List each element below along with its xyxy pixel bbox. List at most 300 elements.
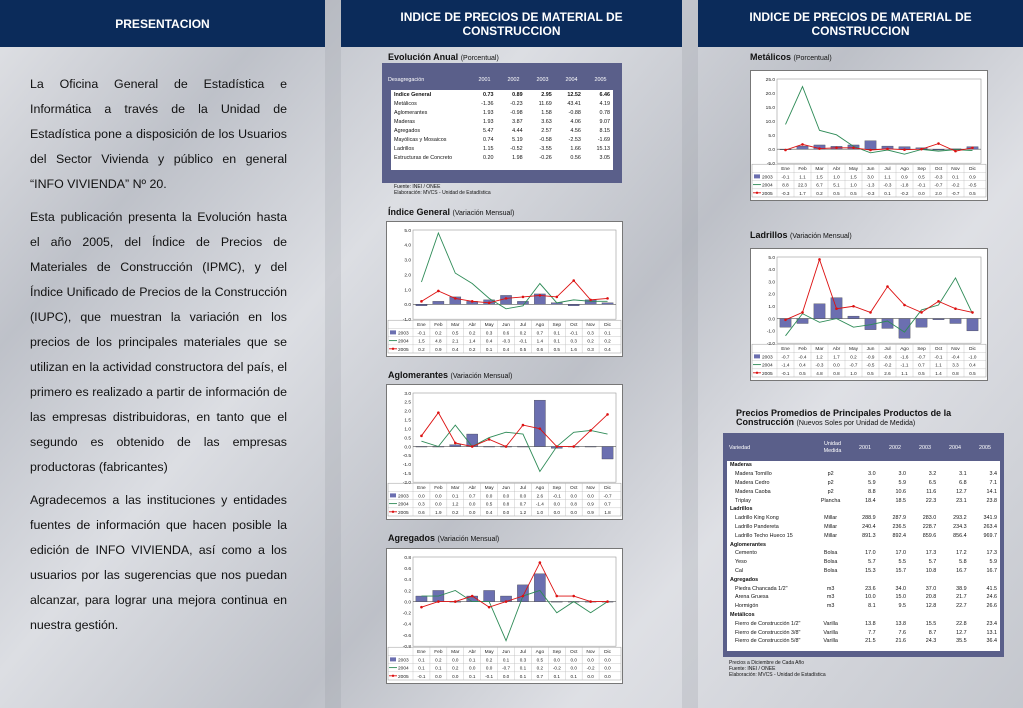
data-label: 0.0 <box>485 665 493 671</box>
legend-key-2003 <box>754 174 760 178</box>
x-tick-label: Ene <box>781 347 790 353</box>
data-label: 0.4 <box>969 362 976 368</box>
x-tick-label: Sep <box>552 323 562 329</box>
table-cell: 5.9 <box>898 479 906 486</box>
data-label: -0.3 <box>781 190 790 196</box>
bar-2003-Oct <box>568 304 579 305</box>
table-cell: 5.7 <box>868 559 876 566</box>
point-2005-Dic <box>971 311 974 314</box>
data-label: 0.1 <box>519 665 527 671</box>
data-label: 0.2 <box>469 330 476 336</box>
data-label: 0.8 <box>952 370 959 376</box>
table-row <box>391 108 613 117</box>
y-tick-label: 1.5 <box>404 418 411 424</box>
table-cell: 9.07 <box>599 118 610 125</box>
row-label: Agregados <box>394 127 421 134</box>
row-label: Ladrillos <box>394 146 415 153</box>
fold-separator <box>325 0 341 708</box>
bar-2003-Sep <box>551 602 562 603</box>
point-2005-Jun <box>869 311 872 314</box>
data-label: 0.5 <box>452 330 459 336</box>
y-tick-label: 2.0 <box>404 409 411 415</box>
table-cell: 5.8 <box>959 559 967 566</box>
legend-label-2005: 2005 <box>398 674 409 680</box>
point-2005-Jul <box>886 148 889 151</box>
y-tick-label: 4.0 <box>768 268 775 274</box>
table-cell: Bolsa <box>823 559 838 566</box>
point-2005-Jun <box>505 297 508 300</box>
bar-2003-Feb <box>797 146 808 149</box>
data-label: 0.0 <box>435 501 442 507</box>
data-label: 0.2 <box>469 346 476 352</box>
data-label: 0.1 <box>435 665 442 671</box>
x-tick-label: Feb <box>798 167 807 173</box>
annual-table-box <box>382 63 622 183</box>
data-label: 1.0 <box>850 370 857 376</box>
point-2005-Dic <box>971 146 974 149</box>
data-label: 0.0 <box>502 509 510 515</box>
row-label: Cal <box>735 567 744 574</box>
point-2005-Ene <box>420 300 423 303</box>
table-row <box>391 99 613 108</box>
table-cell: 1.98 <box>512 155 523 162</box>
table-cell: 24.6 <box>986 594 997 601</box>
table-cell: 7.7 <box>868 629 876 636</box>
y-tick-label: 1.0 <box>404 427 411 433</box>
intro-text <box>30 72 287 646</box>
y-tick-label: -0.8 <box>402 645 411 650</box>
table-cell: 3.4 <box>989 471 997 478</box>
table-cell: 3.05 <box>599 155 610 162</box>
x-tick-label: Feb <box>434 323 443 329</box>
point-2005-Jul <box>886 285 889 288</box>
data-label: 0.5 <box>536 657 544 663</box>
data-label: -0.3 <box>866 190 875 196</box>
legend-key-2003 <box>390 657 396 661</box>
data-label: 0.7 <box>536 330 544 336</box>
x-tick-label: Mar <box>451 486 460 492</box>
y-tick-label: -0.2 <box>402 611 411 617</box>
row-label: Ladrillo Techo Hueco 15 <box>735 532 793 539</box>
table-cell: 12.8 <box>925 603 937 610</box>
table-cell: 17.0 <box>895 550 906 557</box>
x-tick-label: Abr <box>468 650 476 656</box>
table-cell: 10.6 <box>895 488 906 495</box>
table-cell: 3.0 <box>898 471 906 478</box>
intro-paragraph-2: Esta publicación presenta la Evolución hasta el año 2005, del Índice de Precios de Materiales de Construcción (IPMC), y del Índice Unificado de Precios de la Construcción (IUPC), que muestran la variación en los precios de los principales materiales que se utilizan en la actividad constructora del país, el primero es realizado a partir de información de las empresas distribuidoras, en tanto que el segundo es obtenido de las empresas productoras (fabricantes) <box>30 210 287 474</box>
y-tick-label: 0.0 <box>404 303 411 309</box>
y-tick-label: -5.0 <box>766 162 775 167</box>
point-2005-Feb <box>437 600 440 603</box>
data-label: 0.1 <box>952 174 959 180</box>
y-tick-label: -0.6 <box>402 633 411 639</box>
table-cell: 1.58 <box>541 109 552 116</box>
table-row <box>391 117 613 126</box>
point-2005-Oct <box>572 279 575 282</box>
data-label: 1.0 <box>833 174 840 180</box>
index-panel-1 <box>341 0 682 708</box>
y-tick-label: 1.0 <box>768 305 775 311</box>
data-label: 0.0 <box>435 493 442 499</box>
table-cell: 283.0 <box>922 515 937 522</box>
table-cell: p2 <box>827 488 834 495</box>
table-cell: -0.52 <box>510 146 523 153</box>
data-label: -1.4 <box>781 362 790 368</box>
bar-2003-Ene <box>416 447 427 448</box>
bar-2003-May <box>484 590 495 601</box>
table-cell: 969.7 <box>983 532 997 539</box>
data-label: -0.1 <box>417 673 426 679</box>
table-cell: 15.5 <box>925 620 937 627</box>
x-tick-label: Ago <box>535 486 545 492</box>
data-label: -0.7 <box>502 665 511 671</box>
row-label: Fierro de Construcción 1/2" <box>735 620 801 627</box>
table-row <box>727 619 1000 628</box>
y-tick-label: 0.5 <box>404 436 411 442</box>
legend-label-2003: 2003 <box>398 494 409 500</box>
data-label: -0.3 <box>815 362 824 368</box>
line-2005 <box>421 563 607 608</box>
data-label: 0.7 <box>469 493 476 499</box>
x-tick-label: Oct <box>569 486 578 492</box>
data-label: -0.2 <box>951 182 960 188</box>
table-row <box>727 531 1000 540</box>
bar-2003-Dic <box>602 303 613 304</box>
table-cell: 892.4 <box>892 532 906 539</box>
point-2005-Oct <box>937 300 940 303</box>
data-label: -0.1 <box>917 182 926 188</box>
chart-general <box>386 221 623 357</box>
data-label: 1.6 <box>570 346 577 352</box>
table-cell: Bolsa <box>823 567 838 574</box>
data-label: -1.6 <box>900 354 909 360</box>
data-label: 0.1 <box>570 673 577 679</box>
point-2005-May <box>852 146 855 149</box>
table-cell: 17.2 <box>956 550 967 557</box>
point-2005-Nov <box>589 429 592 432</box>
data-label: -0.1 <box>781 370 790 376</box>
data-label: -0.4 <box>798 354 807 360</box>
table-row <box>727 479 1000 488</box>
x-tick-label: Abr <box>832 167 841 173</box>
bar-2003-Jun <box>865 141 876 149</box>
x-tick-label: Jun <box>866 167 875 173</box>
table-cell: m3 <box>826 603 835 610</box>
data-label: 0.3 <box>570 338 577 344</box>
line-2005 <box>421 413 607 447</box>
x-tick-label: Jul <box>519 486 527 492</box>
point-2005-Ago <box>539 294 542 297</box>
table-cell: 9.5 <box>898 603 906 610</box>
row-label: Fierro de Construcción 3/8" <box>735 629 801 636</box>
data-label: -1.8 <box>900 182 909 188</box>
point-2005-Ago <box>903 148 906 151</box>
data-label: 0.0 <box>587 493 594 499</box>
y-tick-label: -2.0 <box>766 342 775 347</box>
data-label: 1.4 <box>935 370 942 376</box>
point-2005-Mar <box>454 297 457 300</box>
y-tick-label: 0.6 <box>404 566 411 572</box>
data-label: 0.1 <box>553 338 560 344</box>
data-label: 0.0 <box>502 673 510 679</box>
x-tick-label: Jul <box>519 323 527 329</box>
y-tick-label: 2.0 <box>404 273 411 279</box>
bar-2003-Sep <box>916 319 927 328</box>
data-label: 0.1 <box>553 330 560 336</box>
x-tick-label: May <box>484 323 494 329</box>
bar-2003-Ago <box>534 400 545 446</box>
point-2005-Sep <box>555 595 558 598</box>
data-label: 0.0 <box>553 657 560 663</box>
table-cell: 3.87 <box>512 118 523 125</box>
table-cell: 1.66 <box>570 146 581 153</box>
table-cell: p2 <box>827 471 834 478</box>
data-label: -0.2 <box>883 362 892 368</box>
annual-table <box>391 90 613 170</box>
row-label: Estructuras de Concreto <box>394 155 453 162</box>
table-row <box>727 558 1000 567</box>
table-cell: -0.58 <box>539 137 552 144</box>
x-tick-label: Sep <box>552 486 562 492</box>
data-label: 0.0 <box>570 665 577 671</box>
data-label: -0.1 <box>552 493 561 499</box>
legend-marker-2005 <box>756 372 758 374</box>
row-label: Yeso <box>735 559 747 566</box>
table-cell: 13.8 <box>895 620 906 627</box>
fold-separator <box>682 0 698 708</box>
x-tick-label: Mar <box>451 650 460 656</box>
table-cell: 6.5 <box>928 479 937 486</box>
table-cell: 26.6 <box>986 603 997 610</box>
table-cell: 16.7 <box>986 567 997 574</box>
point-2005-Mar <box>818 147 821 150</box>
data-label: -0.2 <box>586 665 595 671</box>
table-cell: 4.56 <box>570 127 581 134</box>
x-tick-label: Nov <box>951 167 960 173</box>
table-cell: Bolsa <box>823 550 838 557</box>
table-cell: 13.8 <box>865 620 876 627</box>
data-label: 0.1 <box>485 346 493 352</box>
table-cell: 10.8 <box>925 567 937 574</box>
point-2005-Feb <box>801 311 804 314</box>
data-label: 0.0 <box>452 657 459 663</box>
table-cell: Varilla <box>823 629 838 636</box>
x-tick-label: Jul <box>884 347 891 353</box>
x-tick-label: Jun <box>502 486 510 492</box>
table-cell: 5.7 <box>928 559 937 566</box>
data-label: 0.2 <box>850 354 857 360</box>
annual-title: Evolución Anual (Porcentual) <box>388 52 499 62</box>
x-tick-label: Feb <box>434 486 443 492</box>
table-cell: 8.15 <box>599 127 610 134</box>
data-label: 0.2 <box>435 330 442 336</box>
legend-label-2004: 2004 <box>762 183 773 189</box>
y-tick-label: -1.0 <box>766 329 775 335</box>
group-label: Maderas <box>730 462 752 469</box>
data-label: 0.1 <box>418 657 425 663</box>
point-2005-Ene <box>784 149 787 152</box>
x-tick-label: May <box>484 486 494 492</box>
legend-label-2003: 2003 <box>762 355 773 361</box>
data-label: -0.8 <box>883 354 892 360</box>
x-tick-label: Jul <box>519 650 527 656</box>
point-2005-Abr <box>471 300 474 303</box>
row-label: Fierro de Construcción 5/8" <box>735 638 801 645</box>
table-cell: 17.0 <box>865 550 876 557</box>
data-label: 0.1 <box>604 330 611 336</box>
row-label: Aglomerantes <box>394 109 428 116</box>
x-tick-label: Sep <box>917 347 926 353</box>
data-label: 1.4 <box>469 338 476 344</box>
group-row <box>727 505 1000 514</box>
line-2005 <box>786 144 973 152</box>
data-label: 1.2 <box>816 354 823 360</box>
table-cell: 24.3 <box>925 638 937 645</box>
chart-metal-title: Metálicos (Porcentual) <box>750 52 832 62</box>
data-label: -0.4 <box>951 354 960 360</box>
data-label: 0.3 <box>418 501 425 507</box>
x-tick-label: Ene <box>417 486 426 492</box>
data-label: 0.0 <box>604 673 611 679</box>
table-cell: 43.41 <box>567 100 581 107</box>
data-label: 0.8 <box>833 370 840 376</box>
legend-label-2004: 2004 <box>398 502 409 508</box>
point-2005-Feb <box>437 411 440 414</box>
table-row <box>727 602 1000 611</box>
data-label: -0.3 <box>934 174 943 180</box>
table-cell: -2.53 <box>568 137 581 144</box>
data-label: 0.5 <box>969 370 976 376</box>
chart-agreg <box>386 548 623 684</box>
table-cell: 8.8 <box>868 488 876 495</box>
table-cell: 3.2 <box>928 471 937 478</box>
legend-key-2003 <box>754 354 760 358</box>
y-tick-label: 20.0 <box>765 91 775 97</box>
group-row <box>727 540 1000 549</box>
point-2005-Nov <box>954 150 957 153</box>
prices-table-header: Variedad Unidad Medida 2001 2002 2003 2004 2005 <box>729 441 991 454</box>
x-tick-label: May <box>848 347 859 353</box>
legend-label-2003: 2003 <box>762 175 773 181</box>
data-label: 0.3 <box>587 346 594 352</box>
point-2005-Jul <box>522 595 525 598</box>
data-label: 0.0 <box>418 493 425 499</box>
data-label: -0.1 <box>518 338 527 344</box>
table-row <box>727 487 1000 496</box>
table-cell: 22.7 <box>956 603 967 610</box>
table-cell: 4.44 <box>512 127 523 134</box>
point-2005-Abr <box>835 307 838 310</box>
x-tick-label: Abr <box>832 347 841 353</box>
data-label: 0.7 <box>536 673 544 679</box>
table-cell: -1.36 <box>481 100 494 107</box>
table-cell: 0.74 <box>482 137 494 144</box>
data-label: 0.5 <box>799 370 806 376</box>
point-2005-Jul <box>522 424 525 427</box>
data-label: 0.0 <box>570 509 577 515</box>
table-cell: 263.4 <box>983 523 997 530</box>
table-cell: 11.69 <box>538 100 552 107</box>
data-label: 1.2 <box>519 509 527 515</box>
chart-agreg-title: Agregados (Variación Mensual) <box>388 533 500 543</box>
bar-2003-Ago <box>534 574 545 602</box>
data-label: -0.7 <box>917 354 926 360</box>
point-2005-Ene <box>420 606 423 609</box>
data-label: 0.5 <box>850 190 857 196</box>
table-cell: 17.3 <box>986 550 997 557</box>
x-tick-label: Jun <box>502 650 510 656</box>
x-tick-label: Oct <box>934 167 943 173</box>
point-2005-Jul <box>522 296 525 299</box>
table-cell: m3 <box>826 594 835 601</box>
x-tick-label: Jun <box>866 347 875 353</box>
table-cell: 15.3 <box>865 567 876 574</box>
data-label: 0.4 <box>604 346 611 352</box>
data-label: 1.9 <box>435 509 442 515</box>
point-2005-Oct <box>572 595 575 598</box>
data-label: 2.0 <box>935 190 942 196</box>
data-label: 0.4 <box>799 362 806 368</box>
data-label: 0.5 <box>918 370 925 376</box>
table-cell: 37.0 <box>925 585 937 592</box>
y-tick-label: 2.0 <box>768 292 775 298</box>
table-cell: 41.5 <box>986 585 997 592</box>
y-tick-label: 5.0 <box>768 133 775 139</box>
table-cell: Plancha <box>820 497 841 504</box>
bar-2003-Ene <box>416 304 427 305</box>
data-label: 0.0 <box>485 493 493 499</box>
data-label: 3.3 <box>952 362 959 368</box>
legend-marker-2005 <box>392 511 394 513</box>
point-2005-May <box>852 305 855 308</box>
data-label: 0.2 <box>536 665 544 671</box>
data-label: 0.0 <box>553 501 560 507</box>
line-2004 <box>786 87 973 155</box>
data-label: -0.1 <box>485 673 494 679</box>
x-tick-label: Ago <box>900 167 909 173</box>
point-2005-Mar <box>818 258 821 261</box>
data-label: 0.7 <box>918 362 925 368</box>
data-label: 0.2 <box>418 346 425 352</box>
table-cell: 3.1 <box>959 471 967 478</box>
group-row <box>727 461 1000 470</box>
y-tick-label: -1.0 <box>402 318 411 323</box>
x-tick-label: Ene <box>417 323 426 329</box>
y-tick-label: 3.0 <box>768 280 775 286</box>
point-2005-Ago <box>903 304 906 307</box>
y-tick-label: 0.0 <box>404 600 411 606</box>
x-tick-label: Ago <box>900 347 909 353</box>
bar-2003-Nov <box>950 319 961 324</box>
table-cell: 5.47 <box>482 127 494 134</box>
point-2005-May <box>488 302 491 305</box>
data-label: 0.3 <box>587 330 594 336</box>
bar-2003-Mar <box>450 445 461 447</box>
data-label: 0.0 <box>469 509 476 515</box>
data-label: 1.0 <box>850 182 857 188</box>
table-cell: 6.8 <box>959 479 967 486</box>
y-tick-label: -1.5 <box>402 472 411 478</box>
point-2005-Nov <box>589 600 592 603</box>
data-label: -0.9 <box>866 354 875 360</box>
table-cell: Varilla <box>823 620 838 627</box>
data-label: 0.1 <box>553 673 560 679</box>
table-cell: 0.73 <box>482 91 494 98</box>
x-tick-label: Dic <box>969 347 976 353</box>
bar-2003-Oct <box>933 149 944 150</box>
data-label: 0.4 <box>485 338 493 344</box>
data-label: 0.0 <box>604 665 611 671</box>
